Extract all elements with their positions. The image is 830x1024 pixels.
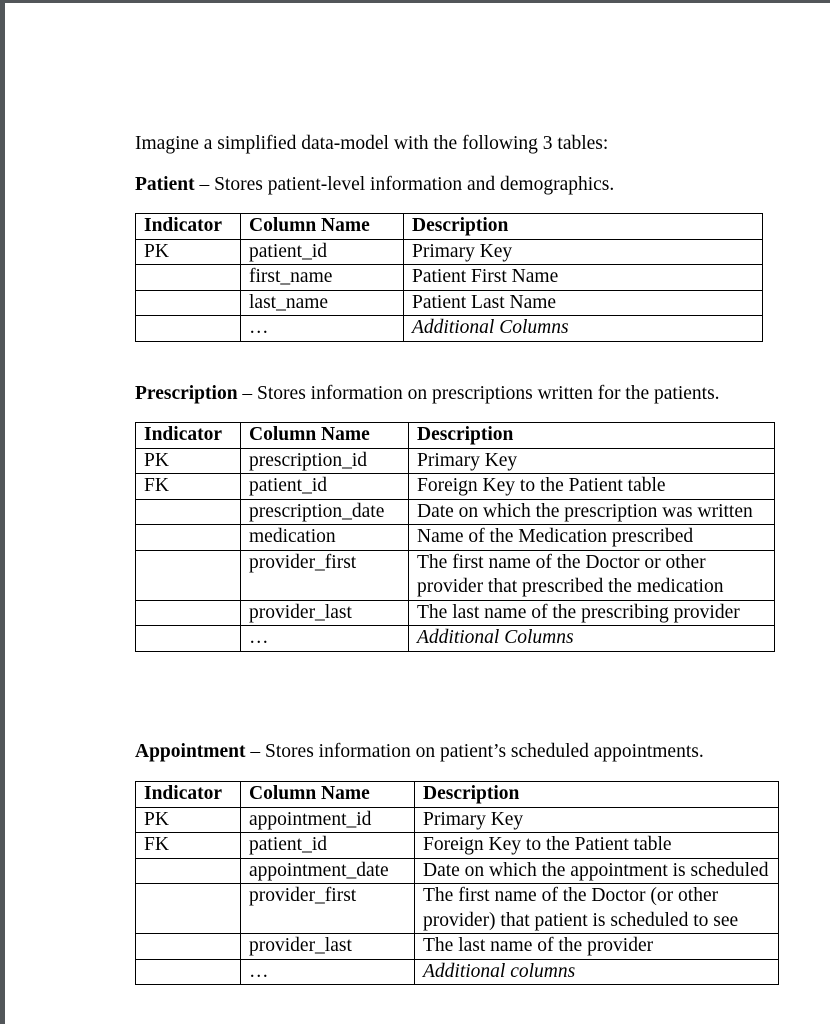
column-name-cell: … (241, 626, 409, 652)
description-cell: Patient First Name (404, 265, 763, 291)
column-name-cell: prescription_date (241, 499, 409, 525)
table-name: Appointment (135, 741, 246, 762)
column-name-cell: provider_first (241, 884, 415, 934)
table-description: – Stores information on prescriptions written for the patients. (237, 383, 720, 404)
description-cell: The first name of the Doctor or other provider that prescribed the medication (409, 550, 775, 600)
patient-section-title (135, 173, 614, 197)
header-indicator: Indicator (136, 423, 241, 449)
header-column-name: Column Name (241, 214, 404, 240)
table-row (136, 474, 775, 500)
header-description: Description (409, 423, 775, 449)
header-column-name: Column Name (241, 423, 409, 449)
description-cell: The last name of the provider (415, 934, 779, 960)
table-row (136, 934, 779, 960)
column-name-cell: patient_id (241, 239, 404, 265)
indicator-cell (136, 265, 241, 291)
description-cell: The last name of the prescribing provider (409, 600, 775, 626)
viewer-top-border (0, 0, 830, 3)
description-cell: Patient Last Name (404, 290, 763, 316)
table-header-row (136, 214, 763, 240)
indicator-cell (136, 858, 241, 884)
column-name-cell: first_name (241, 265, 404, 291)
indicator-cell: PK (136, 807, 241, 833)
description-cell: Primary Key (409, 448, 775, 474)
header-column-name: Column Name (241, 782, 415, 808)
indicator-cell (136, 316, 241, 342)
description-cell: Date on which the prescription was written (409, 499, 775, 525)
table-row (136, 525, 775, 551)
indicator-cell: FK (136, 833, 241, 859)
table-row (136, 448, 775, 474)
header-indicator: Indicator (136, 214, 241, 240)
prescription-section-title (135, 382, 720, 406)
table-row (136, 499, 775, 525)
table-row (136, 626, 775, 652)
appointment-table (135, 781, 779, 985)
table-description: – Stores information on patient’s scheduled appointments. (245, 741, 704, 762)
appointment-section-title (135, 740, 704, 764)
indicator-cell (136, 290, 241, 316)
description-cell: Name of the Medication prescribed (409, 525, 775, 551)
indicator-cell (136, 600, 241, 626)
indicator-cell (136, 626, 241, 652)
table-row (136, 833, 779, 859)
column-name-cell: medication (241, 525, 409, 551)
table-row (136, 858, 779, 884)
indicator-cell: FK (136, 474, 241, 500)
table-name: Prescription (135, 383, 238, 404)
column-name-cell: … (241, 316, 404, 342)
table-header-row (136, 782, 779, 808)
description-cell: The first name of the Doctor (or other provider) that patient is scheduled to see (415, 884, 779, 934)
table-row (136, 239, 763, 265)
column-name-cell: appointment_id (241, 807, 415, 833)
patient-table (135, 213, 763, 342)
description-cell: Primary Key (404, 239, 763, 265)
table-row (136, 959, 779, 985)
description-cell: Additional columns (415, 959, 779, 985)
description-cell: Foreign Key to the Patient table (409, 474, 775, 500)
indicator-cell (136, 550, 241, 600)
intro-text: Imagine a simplified data-model with the following 3 tables: (135, 133, 609, 154)
column-name-cell: provider_last (241, 934, 415, 960)
description-cell: Foreign Key to the Patient table (415, 833, 779, 859)
table-name: Patient (135, 174, 195, 195)
column-name-cell: patient_id (241, 833, 415, 859)
indicator-cell (136, 934, 241, 960)
column-name-cell: appointment_date (241, 858, 415, 884)
description-cell: Additional Columns (404, 316, 763, 342)
indicator-cell (136, 959, 241, 985)
table-row (136, 265, 763, 291)
viewer-left-border (0, 0, 5, 1024)
table-row (136, 316, 763, 342)
column-name-cell: prescription_id (241, 448, 409, 474)
column-name-cell: … (241, 959, 415, 985)
table-description: – Stores patient-level information and demographics. (194, 174, 615, 195)
column-name-cell: provider_last (241, 600, 409, 626)
description-cell: Date on which the appointment is scheduled (415, 858, 779, 884)
indicator-cell (136, 884, 241, 934)
table-header-row (136, 423, 775, 449)
column-name-cell: provider_first (241, 550, 409, 600)
header-indicator: Indicator (136, 782, 241, 808)
description-cell: Additional Columns (409, 626, 775, 652)
indicator-cell (136, 499, 241, 525)
description-cell: Primary Key (415, 807, 779, 833)
table-row (136, 600, 775, 626)
header-description: Description (404, 214, 763, 240)
indicator-cell (136, 525, 241, 551)
table-row (136, 884, 779, 934)
table-row (136, 807, 779, 833)
header-description: Description (415, 782, 779, 808)
column-name-cell: patient_id (241, 474, 409, 500)
table-row (136, 550, 775, 600)
table-row (136, 290, 763, 316)
indicator-cell: PK (136, 448, 241, 474)
indicator-cell: PK (136, 239, 241, 265)
prescription-table (135, 422, 775, 652)
column-name-cell: last_name (241, 290, 404, 316)
